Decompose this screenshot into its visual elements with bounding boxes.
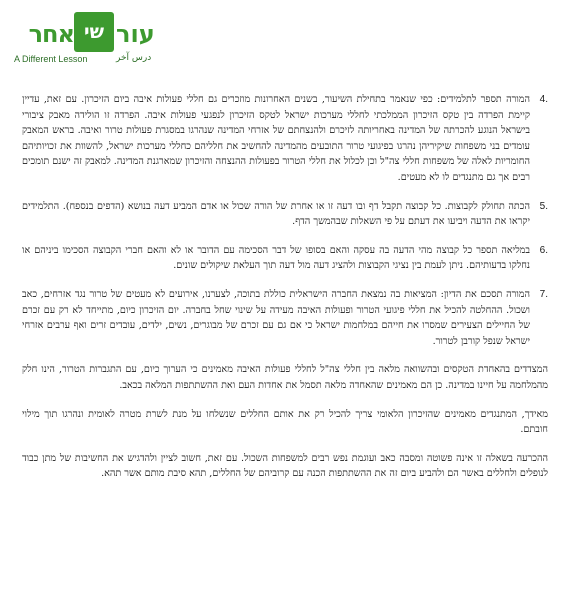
- list-item: [22, 199, 548, 230]
- tagline-arabic: درس آخر: [116, 53, 152, 63]
- paragraph: [22, 451, 548, 482]
- list-item-number: 4.: [539, 94, 548, 105]
- paragraph-text: מאידך, המתנגדים מאמינים שהזיכרון הלאומי צריך להכיל רק את אותם החללים שנשלחו על מנת לשרת מטרה לאומית ונהרגו תוך מילוי חובתם.: [22, 408, 548, 436]
- list-item-number: 7.: [539, 288, 548, 300]
- paragraph: [22, 407, 548, 438]
- list-item: [22, 287, 548, 349]
- logo-word-right: עור: [116, 20, 155, 48]
- document-body: [22, 92, 548, 482]
- logo-word-left: אחר: [28, 20, 74, 48]
- list-item-text: המורה תספר לתלמידים: כפי שנאמר בתחילת השיעור, בשנים האחרונות מוזכרים גם חללי פעולות איבה ביום הזיכרון. עם זאת, עדיין קיימת הפרדה בין טקס הזיכרון הממלכתי לחללי מערכות ישראל לטקס הזיכרון לנפגעי פעולות איבה. הפרדה זו הולידה מאבק ציבורי בישראל הנוגע להכרתה של המדינה באחריותה לזיכרם ולהנצחתם של אזרחי המדינה שנהרגו במסגרת פעולות טרור ואיבה. בראש המאבק עומדים בני משפחות שיקיריהן נהרגו בפיגועי טרור התובעים מהמדינה להחשיב את חלליהם כחללי מערכות ישראל, להשוות את זכויותיהם החומריות לאלה של משפחות חללי צה"ל וכן לכלול את חללי הטרור בפעולות ההנצחה והזיכרון שמארגנת המדינה. למאבק זה ישנם תומכים רבים אך גם מתנגדים לו לא מעטים.: [22, 94, 530, 183]
- list-item-text: במליאה תספר כל קבוצה מהי הדעה בה עסקה והאם בסופו של דבר הסכימה עם הדובר או לא והאם חברי הקבוצה הסכימו ביניהם או נחלקו בדעותיהם. ניתן לעמת בין נציגי הקבוצות ולהציג דעה מול דעה תוך העלאת שיקולים שונים.: [22, 244, 530, 272]
- paragraph: [22, 362, 548, 393]
- list-item-number: 5.: [539, 200, 548, 212]
- list-item-number: 6.: [539, 244, 548, 256]
- tagline-english: A Different Lesson: [14, 54, 88, 64]
- paragraph-text: ההכרעה בשאלה זו אינה פשוטה ומסבה כאב ועוגמת נפש רבים למשפחות השכול. עם זאת, חשוב לציין ולהדגיש את החשיבות של מתן כבוד לנופלים ולחללים באשר הם ולהביע ביום זה את ההשתתפות הכנה עם קרוביהם של החללים, תהא סיבת מותם אשר תהא.: [22, 452, 548, 480]
- paragraph-text: המצדדים בהאחדת הטקסים ובהשוואה מלאה בין חללי צה"ל לחללי פעולות האיבה מאמינים כי הערוך כיום, עם התגברות הטרור, הינו חלק מהמלחמה על חיינו במדינה. כן הם מאמינים שהאחדה מלאה תסמל את אחדות העם ואת ההשתתפות המלאה בכאב.: [22, 364, 548, 391]
- list-item-text: המורה תסכם את הדיון: המציאות בה נמצאת החברה הישראלית כוללת בתוכה, לצערנו, אירועים לא מעטים של טרור נגד אזרחים, כאב ושכול. ההחלטה להכיל את חללי פיגועי הטרור ופעולות האיבה מעידה על שינוי שחל בחברה. יום הזיכרון כיום, מתייחד לא רק עם זכרם של החיילים הצעירים שמסרו את חייהם במלחמות ישראל כי אם גם עם זכרם של מבוגרים, נשים, ילדים, עובדים זרים ואף ערבים אזרחי ישראל שנפל קורבן לטרור.: [22, 288, 530, 347]
- list-item-text: הכתה תחולק לקבוצות. כל קבוצה תקבל דף ובו דעה זו או אחרת של הורה שכול או אדם המביע דעה בנושא (הדפים בנספח). התלמידים יקראו את הדעה ויביעו את דעתם על פי השאלות שבהמשך הדף.: [22, 200, 530, 228]
- list-item: [22, 243, 548, 274]
- list-item: [22, 92, 548, 186]
- logo-green-box: שי: [74, 12, 114, 52]
